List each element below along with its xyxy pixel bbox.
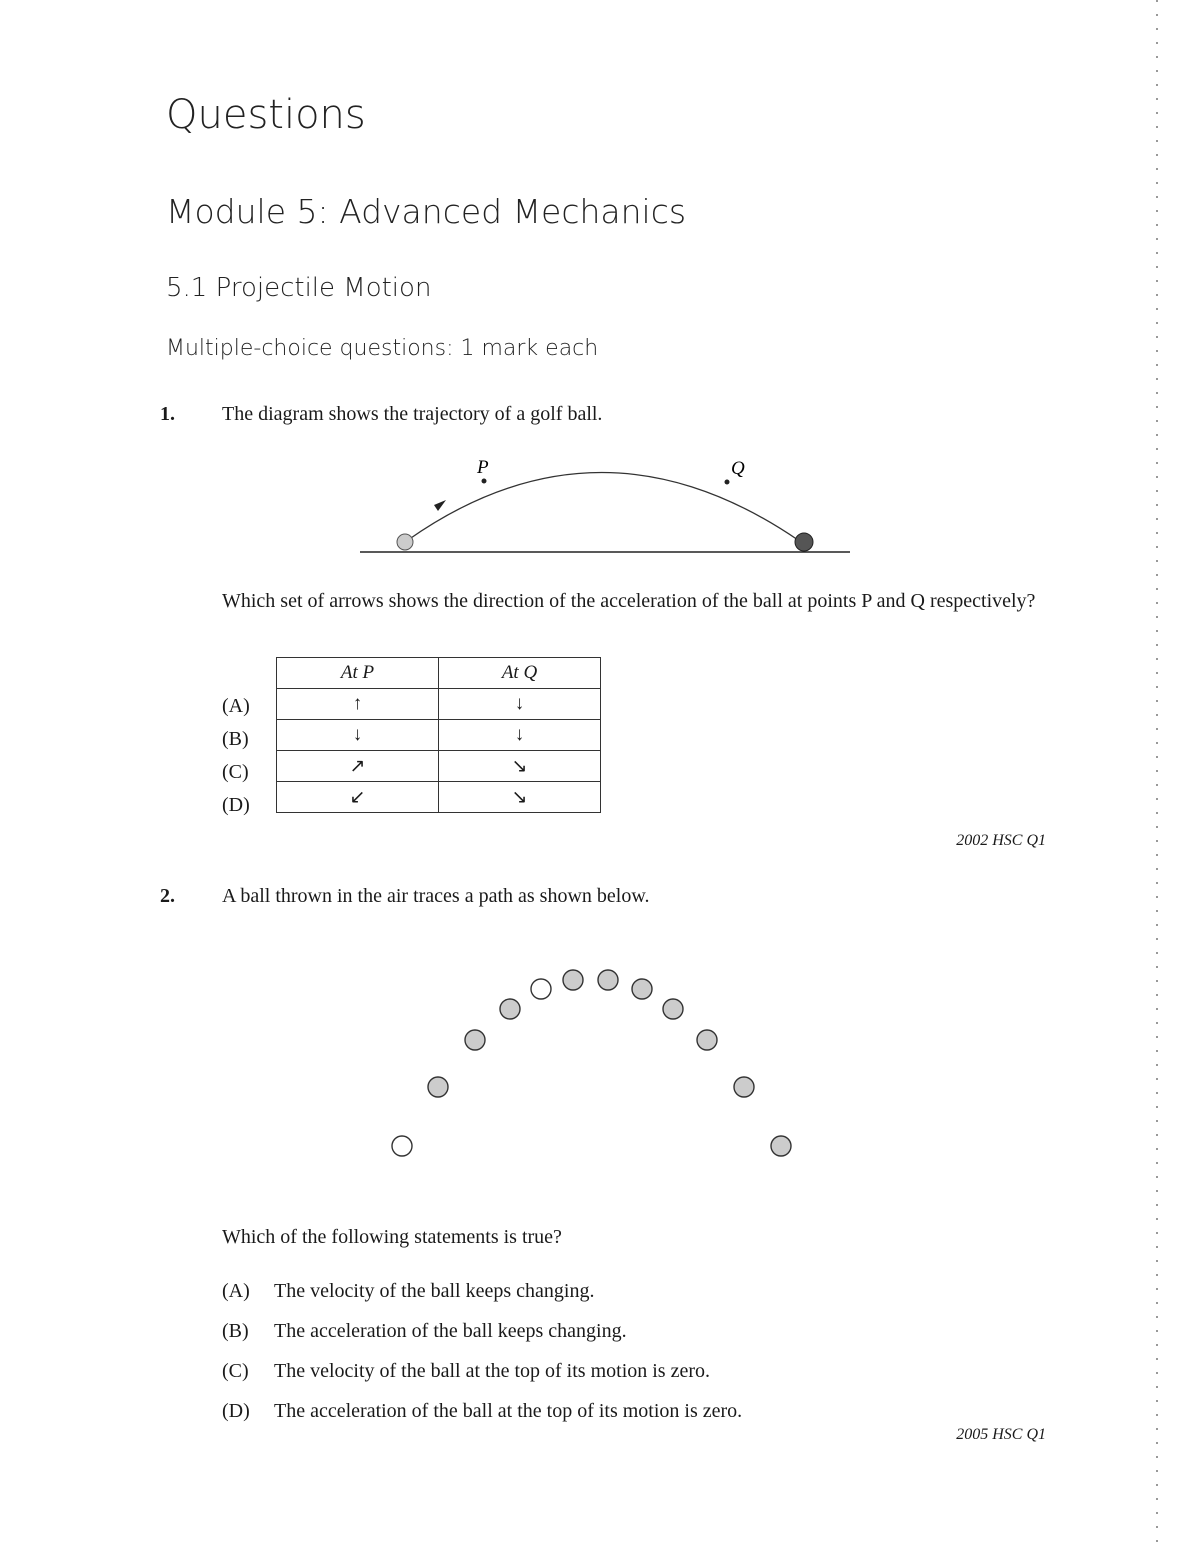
option-b — [222, 1320, 627, 1343]
table-row — [277, 720, 601, 751]
point-q-marker — [725, 480, 730, 485]
option-a-text: The velocity of the ball keeps changing. — [274, 1280, 595, 1302]
table-row — [277, 751, 601, 782]
option-d-label: (D) — [222, 1400, 250, 1422]
section-heading: 5.1 Projectile Motion — [166, 273, 432, 303]
subsection-heading: Multiple-choice questions: 1 mark each — [166, 336, 599, 361]
row-label-a: (A) — [222, 695, 250, 717]
arrow-a-p: ↑ — [277, 689, 439, 720]
ball-position-12 — [771, 1136, 791, 1156]
option-b-label: (B) — [222, 1320, 249, 1342]
ball-position-6 — [563, 970, 583, 990]
ball-position-5 — [531, 979, 551, 999]
point-p-label: P — [477, 457, 489, 478]
option-c-label: (C) — [222, 1360, 249, 1382]
golf-ball-start-icon — [397, 534, 413, 550]
arrow-c-p: ↗ — [277, 751, 439, 782]
table-row — [277, 689, 601, 720]
row-label-c: (C) — [222, 761, 249, 783]
question-1-number: 1. — [160, 403, 175, 425]
answer-table — [276, 657, 601, 813]
arrow-a-q: ↓ — [439, 689, 601, 720]
question-2-source: 2005 HSC Q1 — [956, 1426, 1046, 1443]
option-a — [222, 1280, 594, 1303]
page-title: Questions — [166, 92, 366, 138]
point-q-label: Q — [731, 458, 745, 479]
scan-edge-dots — [1156, 0, 1158, 1551]
arrow-d-q: ↘ — [439, 782, 601, 813]
direction-arrow-icon — [434, 500, 446, 511]
ball-position-10 — [697, 1030, 717, 1050]
arrow-b-q: ↓ — [439, 720, 601, 751]
question-1-prompt: Which set of arrows shows the direction of the acceleration of the ball at points P and Q respectively? — [222, 590, 1036, 612]
question-2-number: 2. — [160, 885, 175, 907]
option-a-label: (A) — [222, 1280, 250, 1302]
arrow-c-q: ↘ — [439, 751, 601, 782]
ball-position-4 — [500, 999, 520, 1019]
ball-position-7 — [598, 970, 618, 990]
golf-ball-end-icon — [795, 533, 813, 551]
ball-position-9 — [663, 999, 683, 1019]
row-label-b: (B) — [222, 728, 249, 750]
row-label-d: (D) — [222, 794, 250, 816]
ball-position-1 — [392, 1136, 412, 1156]
question-2-text: A ball thrown in the air traces a path as shown below. — [222, 885, 650, 907]
header-at-p: At P — [277, 658, 439, 689]
table-row — [277, 782, 601, 813]
question-1-source: 2002 HSC Q1 — [956, 832, 1046, 849]
ball-position-11 — [734, 1077, 754, 1097]
option-d-text: The acceleration of the ball at the top of its motion is zero. — [274, 1400, 743, 1422]
option-c-text: The velocity of the ball at the top of its motion is zero. — [274, 1360, 711, 1382]
module-heading: Module 5: Advanced Mechanics — [166, 192, 687, 231]
trajectory-curve — [408, 473, 798, 541]
option-b-text: The acceleration of the ball keeps changing. — [274, 1320, 627, 1342]
ball-position-2 — [428, 1077, 448, 1097]
point-p-marker — [482, 479, 487, 484]
arrow-d-p: ↙ — [277, 782, 439, 813]
table-header-row — [277, 658, 601, 689]
option-c — [222, 1360, 710, 1383]
option-d — [222, 1400, 742, 1423]
question-2-prompt: Which of the following statements is true? — [222, 1226, 562, 1248]
arrow-b-p: ↓ — [277, 720, 439, 751]
ball-position-8 — [632, 979, 652, 999]
ball-position-3 — [465, 1030, 485, 1050]
question-1-text: The diagram shows the trajectory of a golf ball. — [222, 403, 603, 425]
header-at-q: At Q — [439, 658, 601, 689]
golf-ball-trajectory-diagram — [350, 445, 870, 560]
ball-path-diagram — [380, 960, 810, 1165]
